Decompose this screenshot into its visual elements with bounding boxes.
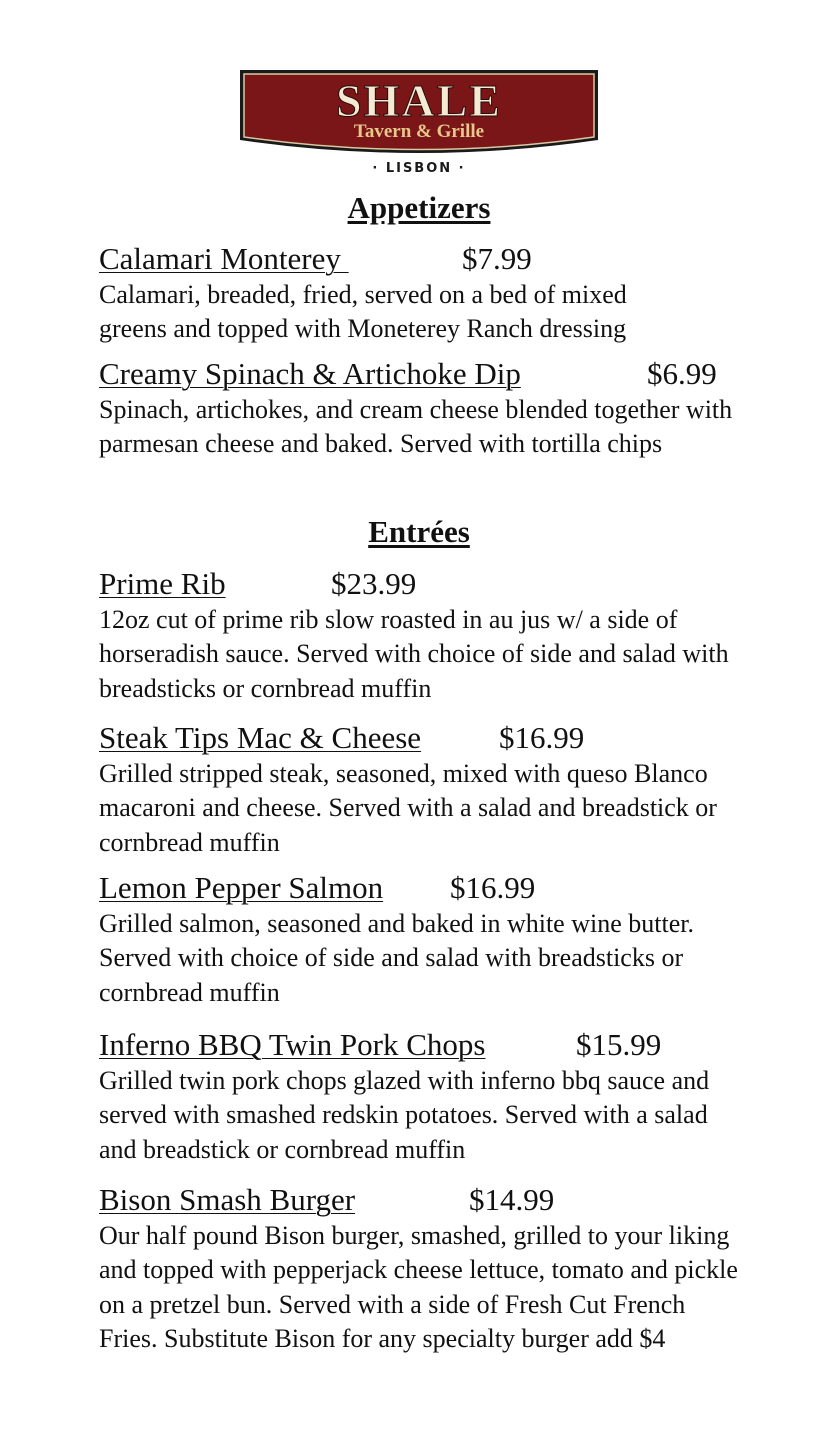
- item-name: Bison Smash Burger: [99, 1182, 356, 1217]
- logo-graphic: [238, 68, 600, 180]
- item-name: Calamari Monterey: [99, 241, 349, 276]
- item-name: Inferno BBQ Twin Pork Chops: [99, 1027, 486, 1062]
- menu-item: [99, 719, 759, 860]
- menu-item: [99, 1026, 759, 1167]
- menu-item: [99, 240, 759, 347]
- item-price: $7.99: [462, 241, 532, 276]
- item-description: Our half pound Bison burger, smashed, grilled to your liking and topped with pepperjack cheese lettuce, tomato and pickle on a pretzel bun. Served with a side of Fresh Cut French Fries. Substitute Bison for any specialty burger add $4: [99, 1221, 738, 1353]
- logo-subtitle-text: Tavern & Grille: [353, 121, 485, 142]
- item-description: 12oz cut of prime rib slow roasted in au jus w/ a side of horseradish sauce. Served with choice of side and salad with breadsticks or cornbread muffin: [99, 605, 729, 703]
- entrees-heading: Entrées: [368, 514, 470, 549]
- menu-item: [99, 565, 759, 706]
- logo-location-text: · LISBON ·: [372, 161, 466, 176]
- menu-item: [99, 1181, 759, 1356]
- item-price: $23.99: [331, 566, 417, 601]
- menu-item: [99, 869, 759, 1010]
- logo-brand-text: SHALE: [336, 75, 502, 126]
- shale-logo: [238, 68, 600, 180]
- item-price: $14.99: [469, 1182, 555, 1217]
- item-price: $15.99: [576, 1027, 662, 1062]
- item-description: Grilled stripped steak, seasoned, mixed with queso Blanco macaroni and cheese. Served with a salad and breadstick or cornbread muffin: [99, 759, 717, 857]
- item-name: Steak Tips Mac & Cheese: [99, 720, 422, 755]
- item-name: Prime Rib: [99, 566, 226, 601]
- menu-item: [99, 355, 759, 462]
- item-price: $16.99: [499, 720, 585, 755]
- item-description: Calamari, breaded, fried, served on a bed of mixed greens and topped with Moneterey Ranch dressing: [99, 280, 627, 344]
- item-name: Lemon Pepper Salmon: [99, 870, 384, 905]
- item-description: Grilled salmon, seasoned and baked in white wine butter. Served with choice of side and salad with breadsticks or cornbread muffin: [99, 909, 694, 1007]
- item-price: $6.99: [647, 356, 717, 391]
- item-price: $16.99: [450, 870, 536, 905]
- item-description: Spinach, artichokes, and cream cheese blended together with parmesan cheese and baked. Served with tortilla chips: [99, 395, 733, 459]
- appetizers-heading: Appetizers: [347, 190, 491, 225]
- item-description: Grilled twin pork chops glazed with inferno bbq sauce and served with smashed redskin potatoes. Served with a salad and breadstick or cornbread muffin: [99, 1066, 710, 1164]
- item-name: Creamy Spinach & Artichoke Dip: [99, 356, 521, 391]
